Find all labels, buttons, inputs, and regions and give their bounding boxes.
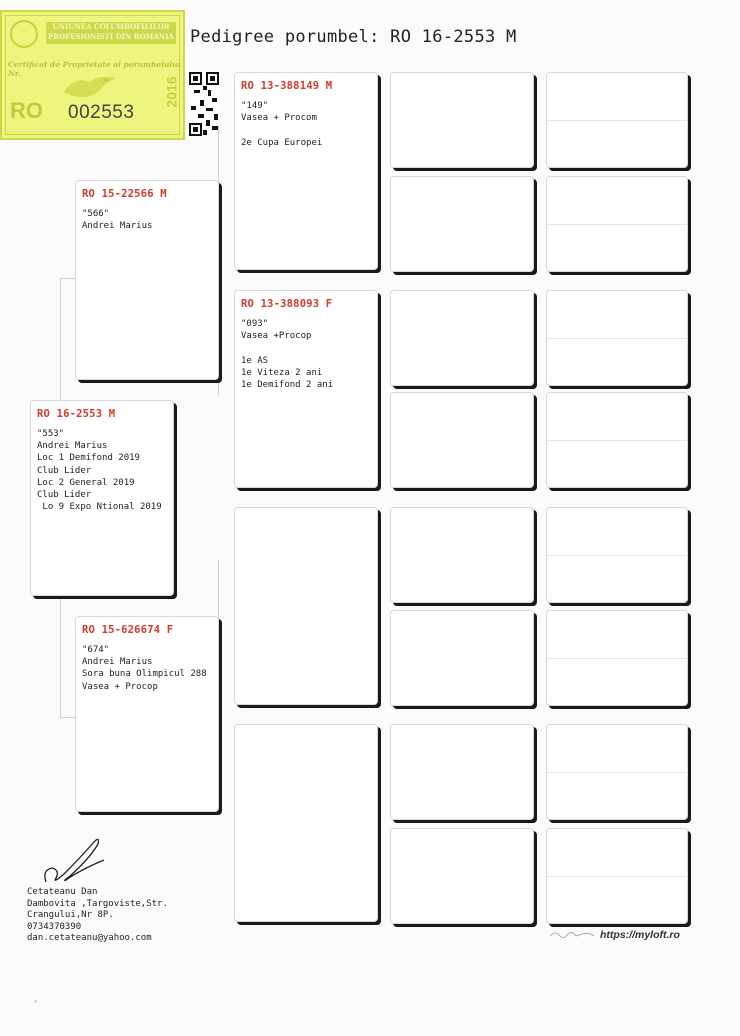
detail-line: 0734370390 xyxy=(27,921,82,932)
stamp-country: RO xyxy=(10,98,43,123)
pedigree-card-gen5[interactable] xyxy=(546,724,688,820)
pedigree-card-gen5[interactable] xyxy=(546,392,688,488)
pedigree-card-gen4[interactable] xyxy=(390,724,534,820)
page-title: Pedigree porumbel: RO 16-2553 M xyxy=(190,27,517,47)
pedigree-card-gen5[interactable] xyxy=(546,828,688,924)
pedigree-card-gen5[interactable] xyxy=(546,290,688,386)
pedigree-card-gen5[interactable] xyxy=(546,72,688,168)
detail-line: "149" xyxy=(241,101,269,111)
detail-line: Andrei Marius xyxy=(37,441,108,452)
ring-number: RO 16-2553 M xyxy=(37,408,116,420)
detail-line: 2e Cupa Europei xyxy=(241,137,323,148)
detail-line: Dambovita ,Targoviste,Str. xyxy=(27,898,168,909)
pedigree-card-subject[interactable] xyxy=(30,400,174,596)
detail-line: 1e AS xyxy=(241,355,269,366)
detail-line: dan.cetateanu@yahoo.com xyxy=(27,933,152,943)
detail-line: "566" xyxy=(82,209,110,219)
pigeon-icon xyxy=(60,70,120,102)
detail-line: "553" xyxy=(37,429,65,439)
card-divider xyxy=(547,440,687,441)
pedigree-card-gen5[interactable] xyxy=(546,610,688,706)
detail-line xyxy=(241,124,371,136)
detail-line: Andrei Marius xyxy=(82,657,153,668)
ring-number: RO 15-22566 M xyxy=(82,188,167,200)
connector-sire xyxy=(218,125,234,395)
detail-line: Loc 1 Demifond 2019 xyxy=(37,453,140,464)
website-link[interactable]: https://myloft.ro xyxy=(600,929,680,941)
ring-number: RO 13-388149 M xyxy=(241,80,333,92)
detail-line: Crangului,Nr 8P. xyxy=(27,910,114,920)
pedigree-card-gen4[interactable] xyxy=(390,507,534,603)
card-details xyxy=(241,318,371,391)
detail-line: "093" xyxy=(241,319,269,329)
pedigree-card-gen4[interactable] xyxy=(390,72,534,168)
pedigree-card-sire-sire[interactable] xyxy=(234,72,378,270)
detail-line: Lo 9 Expo Ntional 2019 xyxy=(37,502,162,513)
pedigree-card-gen4[interactable] xyxy=(390,176,534,272)
pedigree-card-sire-dam[interactable] xyxy=(234,290,378,488)
pedigree-card-gen4[interactable] xyxy=(390,610,534,706)
ring-number: RO 15-626674 F xyxy=(82,624,174,636)
owner-info xyxy=(27,887,168,945)
pedigree-card-gen4[interactable] xyxy=(390,392,534,488)
pedigree-card-gen4[interactable] xyxy=(390,290,534,386)
detail-line: Club Lider xyxy=(37,465,92,476)
certificate-stamp xyxy=(0,10,185,140)
pedigree-card-dam[interactable] xyxy=(75,616,219,812)
stamp-label: Certificat de Proprietate al porumbelului Nr. xyxy=(8,60,181,78)
pedigree-card-gen5[interactable] xyxy=(546,507,688,603)
stamp-number: 002553 xyxy=(68,102,135,123)
pedigree-card-dam-dam[interactable] xyxy=(234,724,378,922)
connector-dam xyxy=(218,560,234,780)
pedigree-card-gen5[interactable] xyxy=(546,176,688,272)
stamp-year: 2016 xyxy=(163,76,180,108)
detail-line: Vasea + Procom xyxy=(241,113,317,124)
small-signature xyxy=(548,928,596,940)
card-divider xyxy=(547,120,687,121)
card-divider xyxy=(547,555,687,556)
detail-line: Cetateanu Dan xyxy=(27,887,98,897)
detail-line: Vasea +Procop xyxy=(241,331,312,342)
union-logo-icon xyxy=(10,20,38,48)
card-details xyxy=(82,208,212,232)
qr-code-icon xyxy=(188,70,220,138)
owner-signature xyxy=(40,830,110,888)
detail-line: Loc 2 General 2019 xyxy=(37,477,135,488)
stamp-org: UNIUNEA COLUMBOFILILOR PROFESIONISTI DIN ROMANIA xyxy=(46,22,176,44)
detail-line: Sora buna Olimpicul 288 xyxy=(82,669,207,680)
card-divider xyxy=(547,658,687,659)
detail-line: 1e Viteza 2 ani xyxy=(241,367,323,378)
ring-number: RO 13-388093 F xyxy=(241,298,333,310)
card-details xyxy=(82,644,212,693)
card-divider xyxy=(547,772,687,773)
card-divider xyxy=(547,224,687,225)
pedigree-card-dam-sire[interactable] xyxy=(234,507,378,705)
card-details xyxy=(241,100,371,149)
detail-line: Club Lider xyxy=(37,490,92,501)
pedigree-card-sire[interactable] xyxy=(75,180,219,380)
detail-line: Andrei Marius xyxy=(82,221,153,232)
detail-line xyxy=(241,342,371,354)
card-details xyxy=(37,428,167,513)
page-speck xyxy=(34,1000,37,1003)
detail-line: "674" xyxy=(82,645,110,655)
pedigree-card-gen4[interactable] xyxy=(390,828,534,924)
card-divider xyxy=(547,876,687,877)
detail-line: 1e Demifond 2 ani xyxy=(241,380,334,391)
detail-line: Vasea + Procop xyxy=(82,681,158,692)
card-divider xyxy=(547,338,687,339)
